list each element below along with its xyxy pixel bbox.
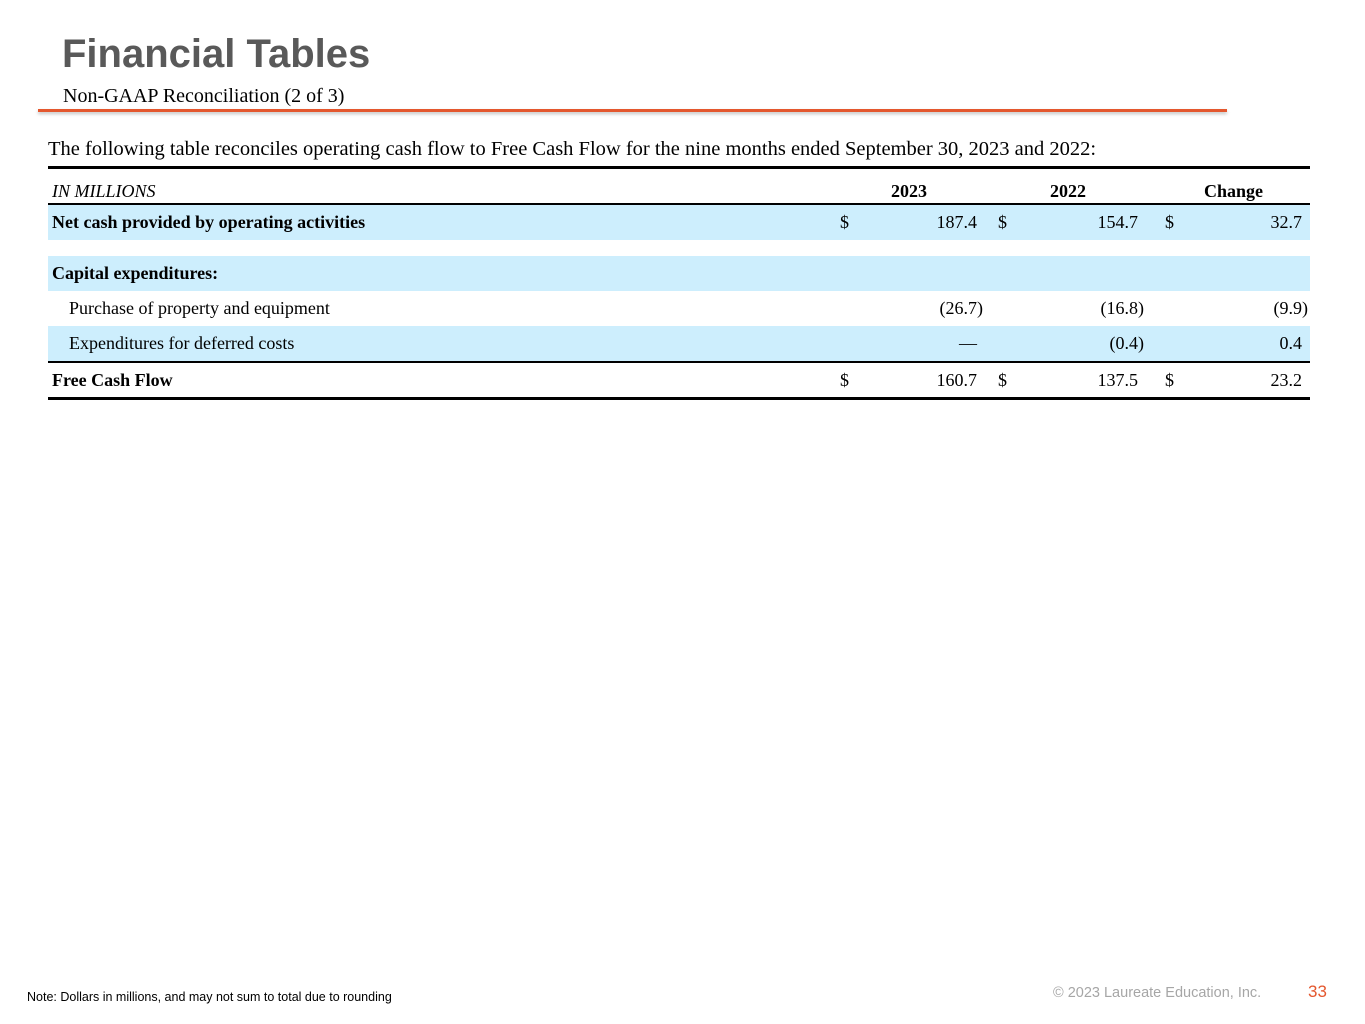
page-subtitle: Non-GAAP Reconciliation (2 of 3) — [63, 85, 345, 107]
value-change: 32.7 — [1270, 212, 1302, 232]
footnote: Note: Dollars in millions, and may not sum to total due to rounding — [27, 990, 392, 1004]
column-header-2023: 2023 — [891, 181, 927, 201]
value-2022: 154.7 — [1097, 212, 1138, 232]
value-change: 23.2 — [1270, 370, 1302, 390]
table-row-purchase-ppe — [48, 291, 1310, 326]
value-2023: — — [959, 333, 977, 353]
column-header-2022: 2022 — [1050, 181, 1086, 201]
value-change: 0.4 — [1279, 333, 1302, 353]
dollar-sign: $ — [1165, 212, 1174, 232]
unit-label: IN MILLIONS — [52, 181, 156, 201]
column-header-change: Change — [1204, 181, 1264, 201]
value-2023: 160.7 — [936, 370, 977, 390]
value-2023: (26.7) — [939, 298, 983, 318]
dollar-sign: $ — [1165, 370, 1174, 390]
value-change: (9.9) — [1273, 298, 1308, 318]
free-cash-flow-table — [48, 166, 1310, 400]
spacer-row — [48, 240, 1310, 256]
row-label: Free Cash Flow — [52, 370, 173, 390]
row-label: Expenditures for deferred costs — [69, 333, 295, 353]
value-2022: (16.8) — [1100, 298, 1144, 318]
table-row-capex-heading — [48, 256, 1310, 291]
dollar-sign: $ — [840, 370, 849, 390]
row-label: Purchase of property and equipment — [69, 298, 330, 318]
page-title: Financial Tables — [62, 32, 371, 76]
table-header-row — [48, 169, 1310, 205]
copyright: © 2023 Laureate Education, Inc. — [1053, 985, 1262, 1001]
title-divider — [38, 109, 1227, 112]
dollar-sign: $ — [998, 212, 1007, 232]
dollar-sign: $ — [998, 370, 1007, 390]
table-row-deferred-costs — [48, 326, 1310, 361]
intro-text: The following table reconciles operating cash flow to Free Cash Flow for the nine months ended September 30, 2023 and 2022: — [48, 138, 1097, 160]
row-label: Capital expenditures: — [52, 263, 219, 283]
page-number: 33 — [1308, 982, 1327, 1001]
table-row-free-cash-flow — [48, 361, 1310, 397]
table-row-operating-cash — [48, 205, 1310, 240]
value-2022: (0.4) — [1109, 333, 1144, 353]
value-2023: 187.4 — [936, 212, 977, 232]
value-2022: 137.5 — [1097, 370, 1138, 390]
dollar-sign: $ — [840, 212, 849, 232]
row-label: Net cash provided by operating activities — [52, 212, 366, 232]
